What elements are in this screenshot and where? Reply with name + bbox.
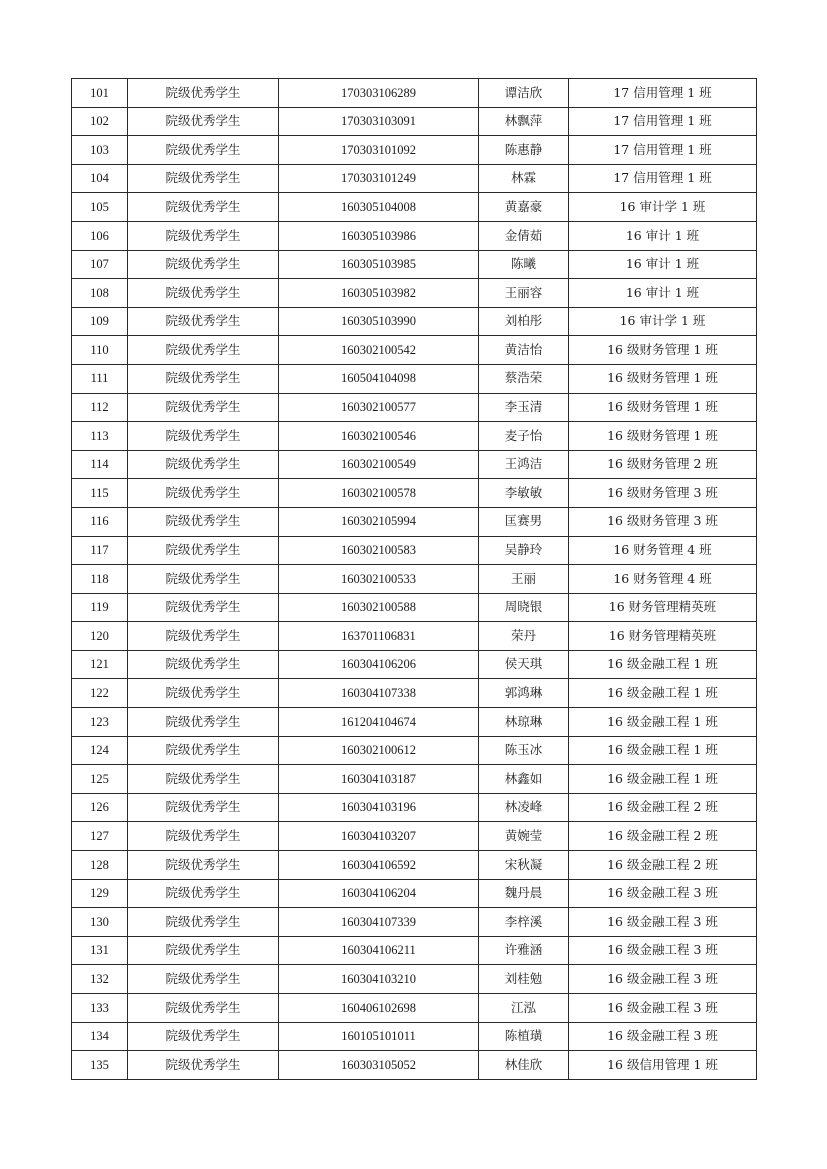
student-name-cell: 林琼琳: [479, 708, 569, 737]
row-number-cell: 102: [72, 107, 128, 136]
class-cell: 17 信用管理 1 班: [569, 136, 757, 165]
student-name-cell: 李玉清: [479, 393, 569, 422]
student-id-cell: 160406102698: [279, 994, 479, 1023]
student-id-cell: 160304107339: [279, 908, 479, 937]
student-id-cell: 170303101249: [279, 164, 479, 193]
table-row: [72, 422, 757, 451]
class-cell: 16 级金融工程 3 班: [569, 994, 757, 1023]
class-cell: 16 审计学 1 班: [569, 193, 757, 222]
row-number-cell: 124: [72, 736, 128, 765]
class-cell: 16 级金融工程 3 班: [569, 965, 757, 994]
award-cell: 院级优秀学生: [128, 193, 279, 222]
student-name-cell: 郭鸿琳: [479, 679, 569, 708]
award-cell: 院级优秀学生: [128, 279, 279, 308]
award-cell: 院级优秀学生: [128, 107, 279, 136]
table-row: [72, 536, 757, 565]
table-row: [72, 136, 757, 165]
award-cell: 院级优秀学生: [128, 221, 279, 250]
table-row: [72, 965, 757, 994]
table-row: [72, 565, 757, 594]
class-cell: 16 级财务管理 3 班: [569, 479, 757, 508]
class-cell: 16 级财务管理 1 班: [569, 422, 757, 451]
award-cell: 院级优秀学生: [128, 879, 279, 908]
table-row: [72, 279, 757, 308]
table-row: [72, 936, 757, 965]
class-cell: 16 级金融工程 2 班: [569, 851, 757, 880]
student-id-cell: 160305103985: [279, 250, 479, 279]
student-id-cell: 160305103982: [279, 279, 479, 308]
award-cell: 院级优秀学生: [128, 679, 279, 708]
class-cell: 16 级金融工程 1 班: [569, 765, 757, 794]
student-name-cell: 林凌峰: [479, 793, 569, 822]
table-row: [72, 650, 757, 679]
class-cell: 16 级金融工程 3 班: [569, 908, 757, 937]
student-name-cell: 林鑫如: [479, 765, 569, 794]
student-id-cell: 160304106206: [279, 650, 479, 679]
table-row: [72, 79, 757, 108]
student-id-cell: 160302100578: [279, 479, 479, 508]
student-id-cell: 160305104008: [279, 193, 479, 222]
student-name-cell: 侯天琪: [479, 650, 569, 679]
student-id-cell: 170303101092: [279, 136, 479, 165]
student-id-cell: 170303106289: [279, 79, 479, 108]
table-row: [72, 164, 757, 193]
class-cell: 16 审计 1 班: [569, 221, 757, 250]
class-cell: 16 财务管理精英班: [569, 593, 757, 622]
row-number-cell: 116: [72, 507, 128, 536]
table-row: [72, 765, 757, 794]
student-name-cell: 吴静玲: [479, 536, 569, 565]
student-name-cell: 荣丹: [479, 622, 569, 651]
class-cell: 16 级金融工程 3 班: [569, 936, 757, 965]
table-row: [72, 593, 757, 622]
table-row: [72, 908, 757, 937]
student-id-cell: 160302100542: [279, 336, 479, 365]
row-number-cell: 122: [72, 679, 128, 708]
student-name-cell: 陈曦: [479, 250, 569, 279]
student-id-cell: 160302100583: [279, 536, 479, 565]
award-cell: 院级优秀学生: [128, 164, 279, 193]
row-number-cell: 104: [72, 164, 128, 193]
student-name-cell: 林霖: [479, 164, 569, 193]
award-cell: 院级优秀学生: [128, 507, 279, 536]
student-name-cell: 李梓溪: [479, 908, 569, 937]
student-name-cell: 匡赛男: [479, 507, 569, 536]
award-cell: 院级优秀学生: [128, 708, 279, 737]
award-cell: 院级优秀学生: [128, 450, 279, 479]
row-number-cell: 107: [72, 250, 128, 279]
class-cell: 17 信用管理 1 班: [569, 79, 757, 108]
row-number-cell: 114: [72, 450, 128, 479]
row-number-cell: 134: [72, 1022, 128, 1051]
award-cell: 院级优秀学生: [128, 650, 279, 679]
student-name-cell: 李敏敏: [479, 479, 569, 508]
table-row: [72, 879, 757, 908]
student-id-cell: 160304107338: [279, 679, 479, 708]
table-row: [72, 336, 757, 365]
student-name-cell: 周晓银: [479, 593, 569, 622]
student-id-cell: 160302105994: [279, 507, 479, 536]
row-number-cell: 106: [72, 221, 128, 250]
award-cell: 院级优秀学生: [128, 536, 279, 565]
award-cell: 院级优秀学生: [128, 364, 279, 393]
award-table-body: [72, 79, 757, 1080]
table-row: [72, 393, 757, 422]
row-number-cell: 103: [72, 136, 128, 165]
class-cell: 16 级金融工程 2 班: [569, 793, 757, 822]
award-cell: 院级优秀学生: [128, 908, 279, 937]
table-row: [72, 1022, 757, 1051]
table-row: [72, 450, 757, 479]
award-cell: 院级优秀学生: [128, 1051, 279, 1080]
student-name-cell: 黄婉莹: [479, 822, 569, 851]
student-name-cell: 王丽: [479, 565, 569, 594]
student-name-cell: 王丽容: [479, 279, 569, 308]
award-cell: 院级优秀学生: [128, 936, 279, 965]
award-cell: 院级优秀学生: [128, 736, 279, 765]
row-number-cell: 126: [72, 793, 128, 822]
table-row: [72, 364, 757, 393]
award-cell: 院级优秀学生: [128, 793, 279, 822]
class-cell: 16 财务管理精英班: [569, 622, 757, 651]
award-cell: 院级优秀学生: [128, 479, 279, 508]
row-number-cell: 119: [72, 593, 128, 622]
row-number-cell: 101: [72, 79, 128, 108]
table-row: [72, 1051, 757, 1080]
table-row: [72, 679, 757, 708]
class-cell: 17 信用管理 1 班: [569, 164, 757, 193]
row-number-cell: 111: [72, 364, 128, 393]
student-name-cell: 陈惠静: [479, 136, 569, 165]
student-id-cell: 160504104098: [279, 364, 479, 393]
row-number-cell: 132: [72, 965, 128, 994]
award-cell: 院级优秀学生: [128, 336, 279, 365]
student-name-cell: 陈玉冰: [479, 736, 569, 765]
student-name-cell: 谭洁欣: [479, 79, 569, 108]
award-cell: 院级优秀学生: [128, 965, 279, 994]
table-row: [72, 107, 757, 136]
row-number-cell: 105: [72, 193, 128, 222]
student-id-cell: 160105101011: [279, 1022, 479, 1051]
row-number-cell: 135: [72, 1051, 128, 1080]
student-id-cell: 170303103091: [279, 107, 479, 136]
student-id-cell: 161204104674: [279, 708, 479, 737]
row-number-cell: 110: [72, 336, 128, 365]
student-name-cell: 江泓: [479, 994, 569, 1023]
award-cell: 院级优秀学生: [128, 79, 279, 108]
table-row: [72, 307, 757, 336]
class-cell: 16 级财务管理 2 班: [569, 450, 757, 479]
award-cell: 院级优秀学生: [128, 393, 279, 422]
class-cell: 16 审计 1 班: [569, 279, 757, 308]
student-name-cell: 黄洁怡: [479, 336, 569, 365]
row-number-cell: 115: [72, 479, 128, 508]
student-name-cell: 蔡浩荣: [479, 364, 569, 393]
class-cell: 16 财务管理 4 班: [569, 536, 757, 565]
student-id-cell: 160305103986: [279, 221, 479, 250]
class-cell: 16 级金融工程 1 班: [569, 708, 757, 737]
row-number-cell: 120: [72, 622, 128, 651]
student-name-cell: 陈植璜: [479, 1022, 569, 1051]
student-id-cell: 160302100577: [279, 393, 479, 422]
class-cell: 16 审计 1 班: [569, 250, 757, 279]
class-cell: 17 信用管理 1 班: [569, 107, 757, 136]
student-id-cell: 160302100612: [279, 736, 479, 765]
student-name-cell: 金倩茹: [479, 221, 569, 250]
row-number-cell: 131: [72, 936, 128, 965]
student-id-cell: 160304103207: [279, 822, 479, 851]
student-name-cell: 王鸿洁: [479, 450, 569, 479]
student-id-cell: 160302100588: [279, 593, 479, 622]
class-cell: 16 级金融工程 3 班: [569, 879, 757, 908]
table-row: [72, 822, 757, 851]
award-cell: 院级优秀学生: [128, 851, 279, 880]
row-number-cell: 127: [72, 822, 128, 851]
award-cell: 院级优秀学生: [128, 994, 279, 1023]
row-number-cell: 121: [72, 650, 128, 679]
student-id-cell: 160302100546: [279, 422, 479, 451]
award-cell: 院级优秀学生: [128, 765, 279, 794]
student-id-cell: 160304103210: [279, 965, 479, 994]
table-row: [72, 507, 757, 536]
student-name-cell: 刘柏彤: [479, 307, 569, 336]
class-cell: 16 审计学 1 班: [569, 307, 757, 336]
row-number-cell: 129: [72, 879, 128, 908]
row-number-cell: 133: [72, 994, 128, 1023]
row-number-cell: 109: [72, 307, 128, 336]
row-number-cell: 128: [72, 851, 128, 880]
class-cell: 16 级财务管理 1 班: [569, 393, 757, 422]
row-number-cell: 123: [72, 708, 128, 737]
student-id-cell: 160304103196: [279, 793, 479, 822]
student-id-cell: 160305103990: [279, 307, 479, 336]
class-cell: 16 级金融工程 1 班: [569, 679, 757, 708]
table-row: [72, 994, 757, 1023]
table-row: [72, 622, 757, 651]
student-id-cell: 160302100533: [279, 565, 479, 594]
award-cell: 院级优秀学生: [128, 307, 279, 336]
student-id-cell: 163701106831: [279, 622, 479, 651]
student-id-cell: 160304103187: [279, 765, 479, 794]
class-cell: 16 级财务管理 3 班: [569, 507, 757, 536]
student-name-cell: 林佳欣: [479, 1051, 569, 1080]
row-number-cell: 108: [72, 279, 128, 308]
student-name-cell: 黄嘉豪: [479, 193, 569, 222]
student-name-cell: 魏丹晨: [479, 879, 569, 908]
row-number-cell: 112: [72, 393, 128, 422]
table-row: [72, 193, 757, 222]
class-cell: 16 级金融工程 1 班: [569, 736, 757, 765]
row-number-cell: 113: [72, 422, 128, 451]
award-cell: 院级优秀学生: [128, 565, 279, 594]
student-name-cell: 林飘萍: [479, 107, 569, 136]
class-cell: 16 级信用管理 1 班: [569, 1051, 757, 1080]
table-row: [72, 479, 757, 508]
table-row: [72, 793, 757, 822]
table-row: [72, 221, 757, 250]
student-name-cell: 宋秋凝: [479, 851, 569, 880]
student-id-cell: 160303105052: [279, 1051, 479, 1080]
award-cell: 院级优秀学生: [128, 422, 279, 451]
award-cell: 院级优秀学生: [128, 1022, 279, 1051]
student-id-cell: 160302100549: [279, 450, 479, 479]
class-cell: 16 级金融工程 2 班: [569, 822, 757, 851]
award-cell: 院级优秀学生: [128, 250, 279, 279]
class-cell: 16 级金融工程 3 班: [569, 1022, 757, 1051]
award-list-table: [71, 78, 757, 1080]
row-number-cell: 125: [72, 765, 128, 794]
class-cell: 16 财务管理 4 班: [569, 565, 757, 594]
student-name-cell: 刘桂勉: [479, 965, 569, 994]
row-number-cell: 118: [72, 565, 128, 594]
student-id-cell: 160304106211: [279, 936, 479, 965]
table-row: [72, 250, 757, 279]
table-row: [72, 851, 757, 880]
award-cell: 院级优秀学生: [128, 622, 279, 651]
table-row: [72, 736, 757, 765]
award-cell: 院级优秀学生: [128, 822, 279, 851]
class-cell: 16 级金融工程 1 班: [569, 650, 757, 679]
student-name-cell: 许雅涵: [479, 936, 569, 965]
student-id-cell: 160304106592: [279, 851, 479, 880]
student-id-cell: 160304106204: [279, 879, 479, 908]
class-cell: 16 级财务管理 1 班: [569, 364, 757, 393]
row-number-cell: 130: [72, 908, 128, 937]
student-name-cell: 麦子怡: [479, 422, 569, 451]
row-number-cell: 117: [72, 536, 128, 565]
award-cell: 院级优秀学生: [128, 593, 279, 622]
award-cell: 院级优秀学生: [128, 136, 279, 165]
class-cell: 16 级财务管理 1 班: [569, 336, 757, 365]
table-row: [72, 708, 757, 737]
